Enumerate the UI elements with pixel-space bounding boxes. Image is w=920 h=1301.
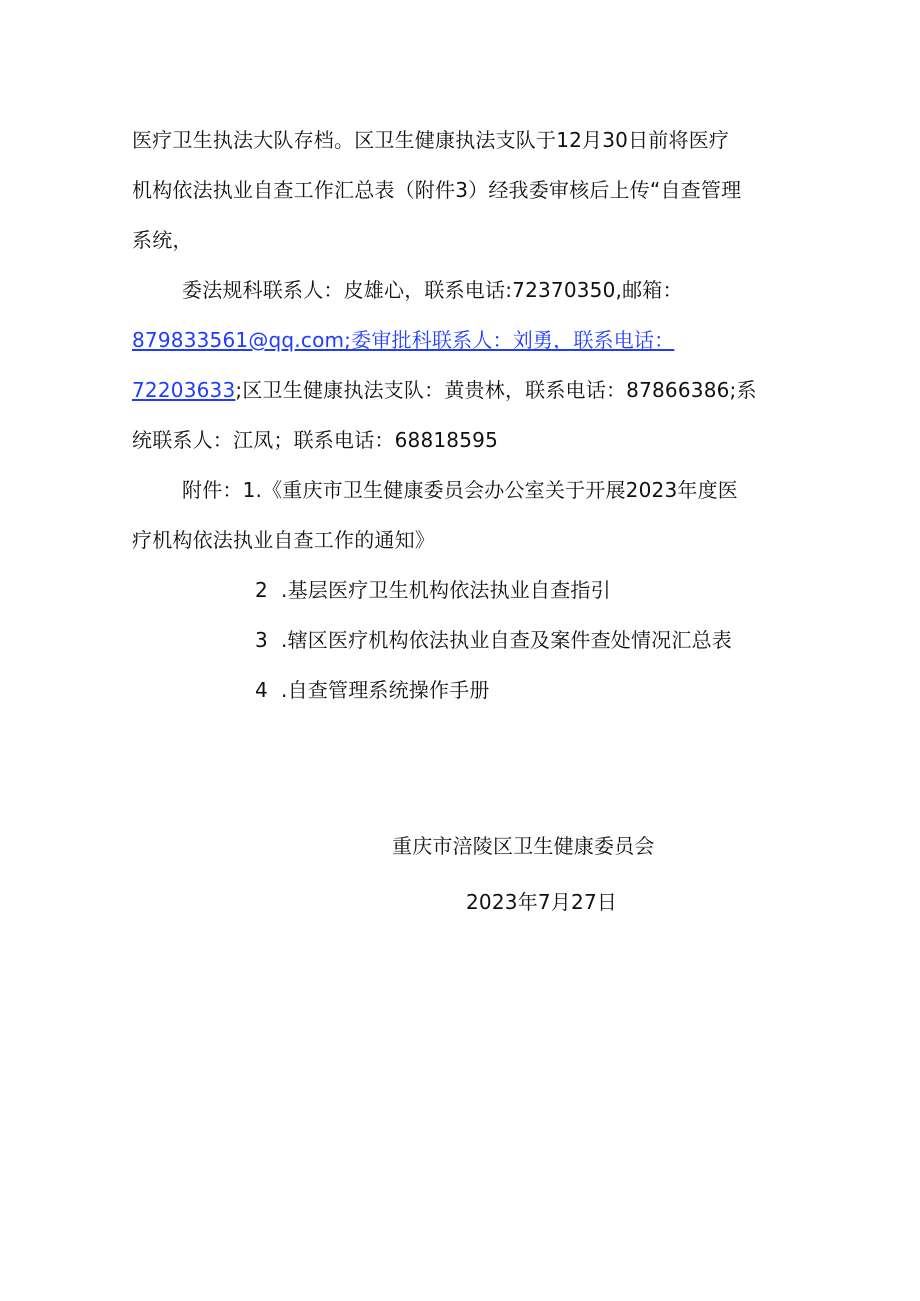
signature-organization: 重庆市涪陵区卫生健康委员会 — [392, 834, 655, 858]
contacts-line-1: 委法规科联系人：皮雄心，联系电话:72370350,邮箱： — [182, 278, 683, 302]
contacts-line-3 — [132, 376, 757, 404]
email-link[interactable]: 879833561@qq.com;委审批科联系人：刘勇，联系电话： — [132, 328, 675, 352]
phone-link[interactable]: 72203633 — [132, 378, 236, 402]
body-paragraph-line-1: 医疗卫生执法大队存档。区卫生健康执法支队于12月30日前将医疗 — [132, 128, 730, 152]
body-paragraph-line-3: 系统， — [132, 228, 193, 252]
attachment-item-3: 3 .辖区医疗机构依法执业自查及案件查处情况汇总表 — [255, 628, 732, 652]
signature-date: 2023年7月27日 — [466, 890, 618, 914]
contacts-line-4: 统联系人：江凤；联系电话：68818595 — [132, 428, 498, 452]
attachment-item-4: 4 .自查管理系统操作手册 — [255, 678, 490, 702]
attachment-line-1: 附件：1.《重庆市卫生健康委员会办公室关于开展2023年度医 — [182, 478, 738, 502]
attachment-item-2: 2 .基层医疗卫生机构依法执业自查指引 — [255, 578, 611, 602]
attachment-line-2: 疗机构依法执业自查工作的通知》 — [132, 528, 435, 552]
body-paragraph-line-2: 机构依法执业自查工作汇总表（附件3）经我委审核后上传“自查管理 — [132, 178, 742, 202]
contacts-line-3-text: ;区卫生健康执法支队：黄贵林，联系电话：87866386;系 — [235, 378, 757, 402]
